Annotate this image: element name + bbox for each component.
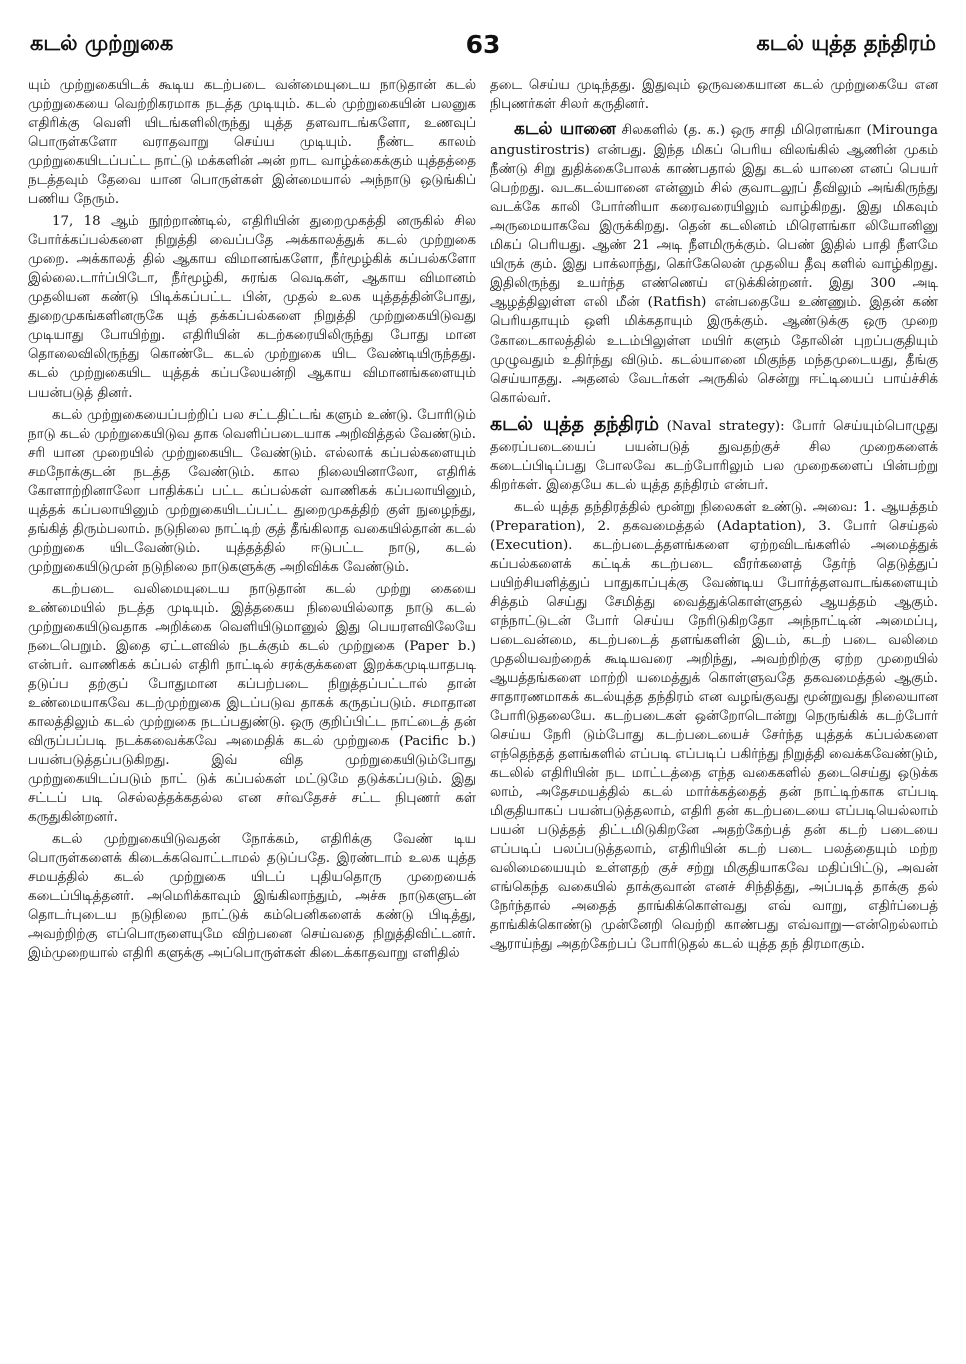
text-columns [28,76,938,1350]
entry-naval-strategy [490,411,938,495]
page-number: 63 [465,29,501,59]
paragraph: கடற்படை வலிமையுடைய நாடுதான் கடல் முற்று கையை உண்மையில் நடத்த முடியும். இத்தகைய நிலையில்லாத நாடு கடல் முற்றுகையிடுவதாக அறிக்கை வெளியிடுமானுல் இது பெயரளவிலேயே நடைபெறும். இதை ஏட்டளவில் நடக்கும் கடல் முற்றுகை (Paper b.) என்பர். வாணிகக் கப்பல் எதிரி நாட்டில் சரக்குக்களை இறக்கமுடியாதபடி தடுப்ப தற்குப் போதுமான கப்பற்படை நிறுத்தப்பட்டால் தான் உண்மையாகவே கடற்முற்றுகை இடப்படுவ தாகக் கருதப்படும். சமாதான காலத்திலும் கடல் முற்றுகை நடப்பதுண்டு. ஒரு குறிப்பிட்ட நாட்டைத் தன் விருப்பப்படி நடக்கவைக்கவே அமைதிக் கடல் முற்றுகை (Pacific b.) பயன்படுத்தப்படுகிறது. இவ் வித முற்றுகையிடும்போது முற்றுகையிடப்படும் நாட் டுக் கப்பல்கள் மட்டுமே தடுக்கப்படும். இது சட்டப் படி செல்லத்தக்கதல்ல என சர்வதேசச் சட்ட நிபுணர் கள் கருதுகின்றனர். [28,581,476,826]
entry-text: (Naval strategy): போர் செய்யும்பொழுது தரைப்படையைப் பயன்படுத் துவதற்குச் சில முறைகளைக் கடைப்பிடிப்பது போலவே கடற்போரிலும் பல முறைகளைப் பின்பற்று கிறர்கள். இதையே கடல் யுத்த தந்திரம் என்பர். [490,418,938,493]
entry-elephant-seal [490,117,938,408]
left-column [28,76,476,1350]
page-header [30,22,936,66]
paragraph: 17, 18 ஆம் நூற்றாண்டில், எதிரியின் துறைமுகத்தி னருகில் சில போர்க்கப்பல்களை நிறுத்தி வைப்பதே அக்காலத்துக் கடல் முற்றுகை முறை. அக்காலத் தில் ஆகாய விமானங்களோ, நீர்மூழ்கிக் கப்பல்களோ இல்லை.டார்ப்பிடோ, நீர்மூழ்கி, சுரங்க வெடிகள், ஆகாய விமானம் முதலியன கண்டு பிடிக்கப்பட்ட பின், முதல் உலக யுத்தத்தின்போது, துறைமுகங்களினருகே யுத் தக்கப்பல்களை நிறுத்தி முற்றுகையிடுவது முடியாது போயிற்று. எதிரியின் கடற்கரையிலிருந்து போது மான தொலைவிலிருந்து கொண்டே கடல் முற்றுகை யிட வேண்டியிருந்தது. கடல் முற்றுகையிட யுத்தக் கப்பலேயன்றி ஆகாய விமானங்களையும் பயன்படுத் தினர். [28,214,476,401]
entry-text: சிலகளில் (த. க.) ஒரு சாதி மிரௌங்கா (Mirounga angustirostris) என்பது. இந்த மிகப் பெரிய விலங்கில் ஆணின் முகம் நீண்டு சிறு துதிக்கைபோலக் காண்பதால் இது கடல் யானை எனப் பெயர் பெற்றது. வடகடல்யானை என்னும் சில் குவாடலூப் தீவிலும் அங்கிருந்து வடக்கே காலி போர்னியா கரைவரையிலும் வாழ்கிறது. இது மிகவும் அருமையாகவே இருக்கிறது. தென் கடலினம் மிரௌங்கா லியோனினு மிகப் பெரியது. ஆண் 21 அடி நீளமிருக்கும். பெண் இதில் பாதி நீளமே யிருக் கும். இது பாக்லாந்து, கெர்கேலென் முதலிய தீவு களில் வாழ்கிறது. இதிலிருந்து உயர்ந்த எண்ணெய் எடுக்கின்றனர். இது 300 அடி ஆழத்திலுள்ள எலி மீன் (Ratfish) என்பதையே உண்ணும். இதன் கண் பெரியதாயும் ஒளி மிக்கதாயும் இருக்கும். ஆண்டுக்கு ஒரு முறை கோடைகாலத்தில் உடம்பிலுள்ள மயிர் களும் தோலின் புறப்பகுதியும் முழுவதும் உதிர்ந்து விடும். கடல்யானை மிகுந்த மந்தமுடையது, தீங்கு செய்யாதது. அதனல் வேடர்கள் அருகில் சென்று ஈட்டியைப் பாய்ச்சிக் கொல்வர். [490,123,938,406]
paragraph: யும் முற்றுகையிடக் கூடிய கடற்படை வன்மையுடைய நாடுதான் கடல் முற்றுகையை வெற்றிகரமாக நடத்த முடியும். கடல் முற்றுகையின் பலனுக எதிரிக்கு வெளி யிடங்களிலிருந்து யுத்த தளவாடங்களோ, உணவுப் பொருள்களோ வராதவாறு செய்ய முடியும். நீண்ட காலம் முற்றுகையிடப்பட்ட நாட்டு மக்களின் அன் றாட வாழ்க்கைக்கும் யுத்தத்தை நடத்தவும் தேவை யான பொருள்கள் இன்மையால் அந்நாடு ஒடுங்கிப் பணிய நேரும். [28,78,476,208]
paragraph: கடல் முற்றுகையைப்பற்றிப் பல சட்டதிட்டங் களும் உண்டு. போரிடும் நாடு கடல் முற்றுகையிடுவ தாக வெளிப்படையாக அறிவித்தல் வேண்டும். சரி யான முறையில் முற்றுகையிட வேண்டும். எல்லாக் கப்பல்களையும் சமநோக்குடன் நடத்த வேண்டும். கால நிலையினாலோ, எதிரிக் கோளாற்றினாலோ பாதிக்கப் பட்ட கப்பல்கள் வாணிகக் கப்பலாயினும், யுத்தக் கப்பலாயினும் முற்றுகையிடப்பட்ட துறைமுகத்திற் குள் நுழைந்து, தங்கித் திரும்பலாம். நடுநிலை நாட்டிற் குத் தீங்கிலாத வகையில்தான் கடல் முற்றுகை யிடவேண்டும். யுத்தத்தில் ஈடுபட்ட நாடு, கடல் முற்றுகையிடுமுன் நடுநிலை நாடுகளுக்கு அறிவிக்க வேண்டும். [28,407,476,575]
header-left-guideword: கடல் முற்றுகை [30,30,174,55]
paragraph: தடை செய்ய முடிந்தது. இதுவும் ஒருவகையான கடல் முற்றுகையே என நிபுணர்கள் சிலர் கருதினர். [490,78,938,113]
paragraph: கடல் யுத்த தந்திரத்தில் மூன்று நிலைகள் உண்டு. அவை: 1. ஆயத்தம் (Preparation), 2. தகவமைத்தல் (Adaptation), 3. போர் செய்தல் (Execution). கடற்படைத்தளங்களை ஏற்றவிடங்களில் அமைத்துக் கப்பல்களைக் கட்டிக் கடற்படை வீரர்களைத் தேர்ந் தெடுத்துப் பயிற்சியளித்துப் பாதுகாப்புக்கு வேண்டிய போர்த்தளவாடங்களையும் சித்தம் செய்து சேமித்து வைத்துக்கொள்ளுதல் ஆயத்தம் ஆகும். எந்நாட்டுடன் போர் செய்ய நேரிடுகிறதோ அந்நாட்டின் அமைப்பு, படைவன்மை, கடற்படைத் தளங்களின் இடம், கடற் படை வலிமை முதலியவற்றைக் கூடியவரை அறிந்து, அவற்றிற்கு ஏற்ற முறையில் ஆயத்தங்களை மாற்றி யமைத்துக் கொள்ளுவதே தகவமைத்தல் ஆகும். சாதாரணமாகக் கடல்யுத்த தந்திரம் என வழங்குவது மூன்றுவது நிலையான போரிடுதலையே. கடற்படைகள் ஒன்றோடொன்று நெருங்கிக் கடற்போர் செய்ய நேரி டும்போது கடற்படையைச் சேர்ந்த யுத்தக் கப்பல்களை எந்தெந்தத் தளங்களில் எப்படி எப்படிப் பகிர்ந்து நிறுத்தி வைக்கவேண்டும், கடலில் எதிரியின் நட மாட்டத்தை எந்த வகைகளில் தடைசெய்து ஒடுக்க லாம், அதேசமயத்தில் கடல் மார்க்கத்தைத் தன் நாட்டிற்காக எப்படி மிகுதியாகப் பயன்படுத்தலாம், எதிரி தன் கடற்படையை எப்படியெல்லாம் பயன் படுத்தத் திட்டமிடுகிறனே அதற்கேற்பத் தன் கடற் படையை எப்படிப் பலப்படுத்தலாம், எதிரியின் கடற் படை பலத்தையும் மற்ற வலிமையையும் உள்ளதற் குச் சற்று மிகுதியாகவே மதிப்பிட்டு, அவன் எங்கெந்த வகையில் தாக்குவான் எனச் சிந்தித்து, அப்படித் தாக்கு தல் நேர்ந்தால் அதைத் தாங்கிக்கொள்வது எவ் வாறு, எதிர்ப்பைத் தாங்கிக்கொண்டு முன்னேறி வெற்றி காண்பது எவ்வாறு—என்றெல்லாம் ஆராய்ந்து அதற்கேற்பப் போரிடுதல் கடல் யுத்த தந் திரமாகும். [490,499,938,953]
header-right-guideword: கடல் யுத்த தந்திரம் [756,30,936,55]
paragraph: கடல் முற்றுகையிடுவதன் நோக்கம், எதிரிக்கு வேண் டிய பொருள்களைக் கிடைக்கவொட்டாமல் தடுப்பதே. இரண்டாம் உலக யுத்த சமயத்தில் கடல் முற்றுகை யிடப் புதியதொரு முறையைக் கடைப்பிடித்தனர். அமெரிக்காவும் இங்கிலாந்தும், அச்சு நாடுகளுடன் தொடர்புடைய நடுநிலை நாட்டுக் கம்பெனிகளைக் கண்டு பிடித்து, அவற்றிற்கு எப்பொருளையுமே விற்பனை செய்வதை நிறுத்திவிட்டனர். இம்முறையால் எதிரி களுக்கு அப்பொருள்கள் கிடைக்காதவாறு எளிதில் [28,832,476,962]
entry-term: கடல் யானை [514,119,616,140]
entry-term: கடல் யுத்த தந்திரம் [490,412,660,435]
right-column [490,76,938,1350]
